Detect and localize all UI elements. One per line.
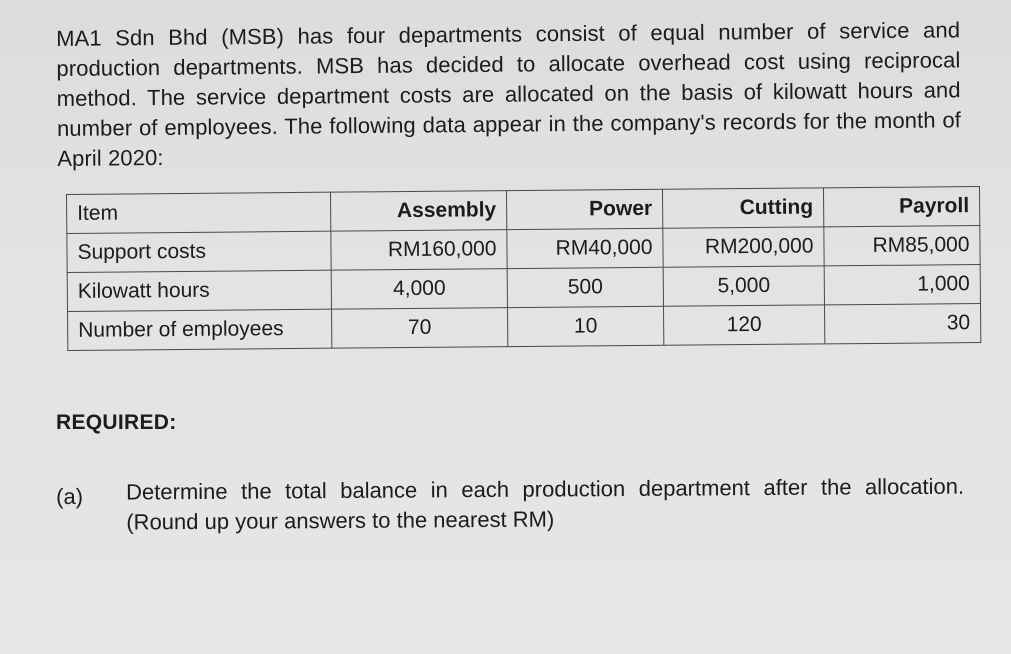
cell-payroll: 1,000 [824, 265, 980, 305]
cell-payroll: RM85,000 [824, 226, 980, 266]
intro-paragraph: MA1 Sdn Bhd (MSB) has four departments consist of equal number of service and production departments. MSB has decided to allocate overhead cost using reciprocal method. The service department costs are allocated on the basis of kilowatt hours and number of employees. The following data appear in the company's records for the month of April 2020: [56, 17, 962, 171]
question-a-label: (a) [56, 483, 84, 509]
cell-payroll: 30 [824, 304, 980, 344]
cell-power: 10 [508, 306, 664, 346]
data-table-container [66, 186, 981, 351]
row-label: Support costs [67, 231, 331, 272]
header-power: Power [506, 189, 662, 229]
cell-assembly: 70 [332, 308, 508, 349]
cell-assembly: RM160,000 [331, 230, 507, 271]
cell-power: 500 [507, 267, 663, 307]
table-row-number-of-employees [68, 304, 981, 351]
question-a-text: Determine the total balance in each production department after the allocation. (Round up your answers to the nearest RM) [126, 473, 965, 535]
cell-cutting: 120 [664, 305, 825, 345]
row-label: Number of employees [68, 309, 332, 350]
header-cutting: Cutting [662, 188, 823, 228]
header-payroll: Payroll [823, 187, 979, 227]
department-data-table [66, 186, 981, 351]
question-a [56, 472, 966, 535]
cell-assembly: 4,000 [331, 269, 507, 310]
header-item: Item [67, 192, 331, 233]
header-assembly: Assembly [330, 191, 506, 232]
cell-power: RM40,000 [507, 228, 663, 268]
cell-cutting: 5,000 [663, 266, 824, 306]
required-heading: REQUIRED: [56, 411, 177, 434]
row-label: Kilowatt hours [67, 270, 331, 311]
cell-cutting: RM200,000 [663, 227, 824, 267]
